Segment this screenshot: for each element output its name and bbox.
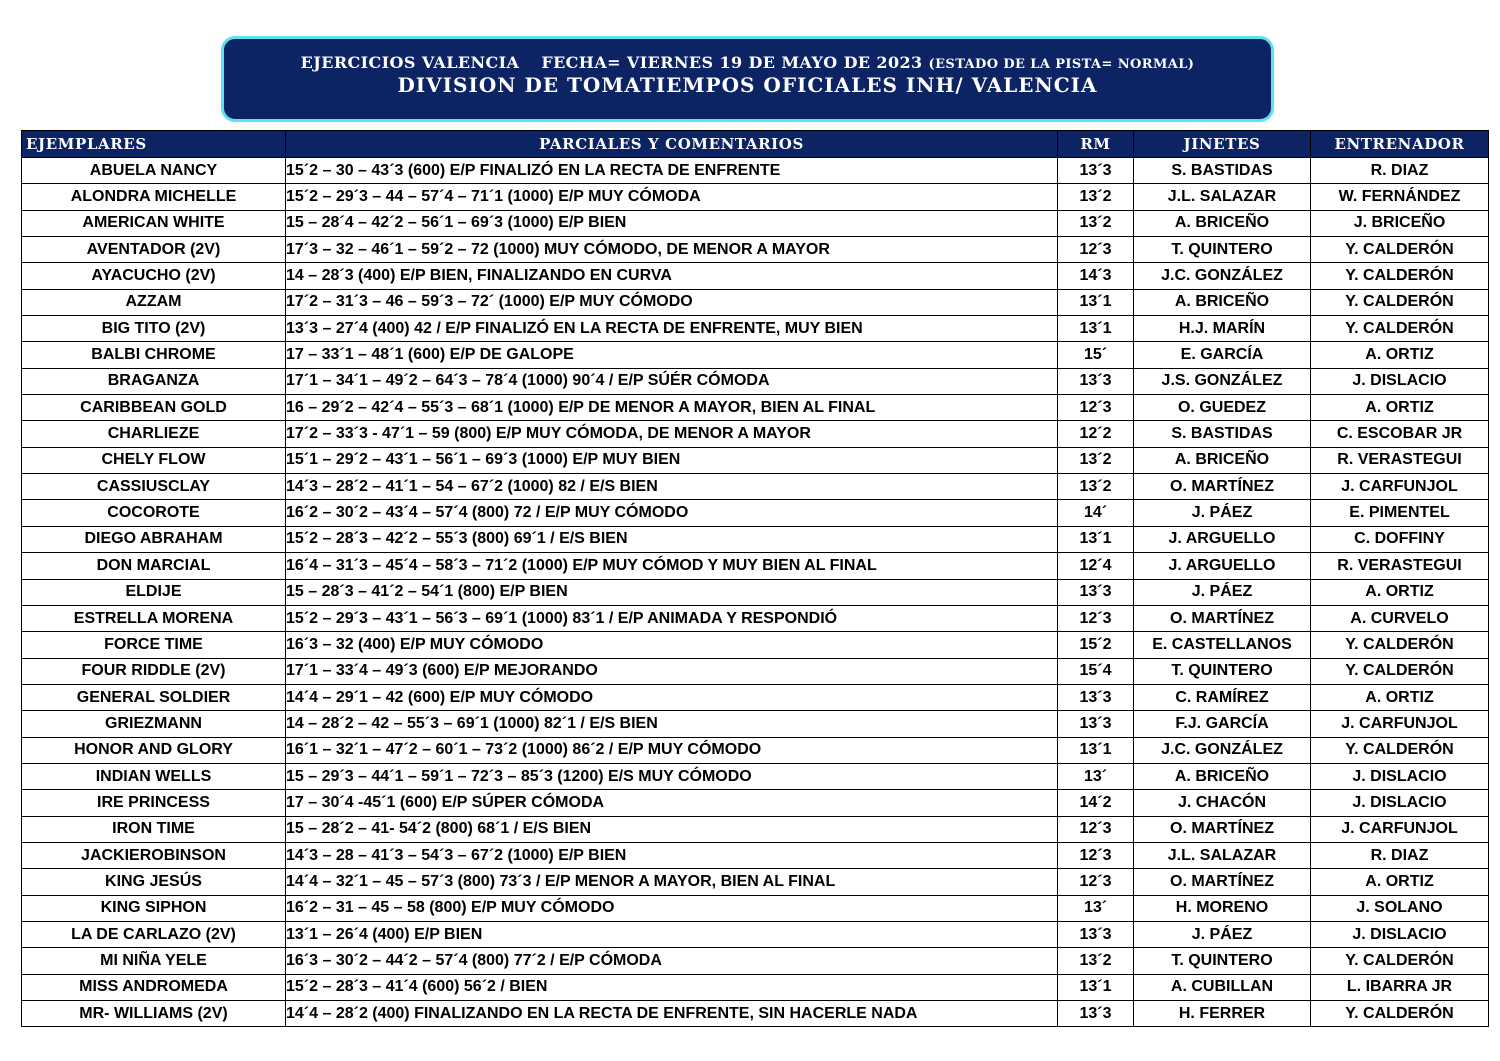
- jockey-cell: J.S. GONZÁLEZ: [1134, 368, 1311, 394]
- jockey-cell: O. MARTÍNEZ: [1134, 605, 1311, 631]
- horse-name-cell: BALBI CHROME: [22, 342, 286, 368]
- splits-comments-cell: 15´2 – 28´3 – 41´4 (600) 56´2 / BIEN: [286, 974, 1058, 1000]
- table-row: [22, 737, 1489, 763]
- trainer-cell: Y. CALDERÓN: [1311, 263, 1489, 289]
- trainer-cell: J. CARFUNJOL: [1311, 474, 1489, 500]
- rm-cell: 13´3: [1058, 1001, 1134, 1027]
- trainer-cell: A. ORTIZ: [1311, 579, 1489, 605]
- table-row: [22, 658, 1489, 684]
- rm-cell: 13´2: [1058, 210, 1134, 236]
- splits-comments-cell: 15´2 – 28´3 – 42´2 – 55´3 (800) 69´1 / E/S BIEN: [286, 526, 1058, 552]
- rm-cell: 13´: [1058, 895, 1134, 921]
- trainer-cell: A. ORTIZ: [1311, 395, 1489, 421]
- table-row: [22, 869, 1489, 895]
- horse-name-cell: CASSIUSCLAY: [22, 474, 286, 500]
- jockey-cell: J. PÁEZ: [1134, 921, 1311, 947]
- trainer-cell: J. DISLACIO: [1311, 368, 1489, 394]
- column-header-rm: RM: [1058, 131, 1134, 158]
- splits-comments-cell: 16´3 – 32 (400) E/P MUY CÓMODO: [286, 632, 1058, 658]
- splits-comments-cell: 14´3 – 28´2 – 41´1 – 54 – 67´2 (1000) 82 / E/S BIEN: [286, 474, 1058, 500]
- splits-comments-cell: 14 – 28´3 (400) E/P BIEN, FINALIZANDO EN CURVA: [286, 263, 1058, 289]
- jockey-cell: E. CASTELLANOS: [1134, 632, 1311, 658]
- table-row: [22, 553, 1489, 579]
- table-row: [22, 763, 1489, 789]
- horse-name-cell: CHARLIEZE: [22, 421, 286, 447]
- trainer-cell: Y. CALDERÓN: [1311, 1001, 1489, 1027]
- table-row: [22, 921, 1489, 947]
- rm-cell: 12´3: [1058, 842, 1134, 868]
- exercises-table: [21, 130, 1489, 1027]
- splits-comments-cell: 17 – 33´1 – 48´1 (600) E/P DE GALOPE: [286, 342, 1058, 368]
- column-header-horses: EJEMPLARES: [22, 131, 286, 158]
- trainer-cell: E. PIMENTEL: [1311, 500, 1489, 526]
- horse-name-cell: GRIEZMANN: [22, 711, 286, 737]
- splits-comments-cell: 16´3 – 30´2 – 44´2 – 57´4 (800) 77´2 / E/P CÓMODA: [286, 948, 1058, 974]
- trainer-cell: J. CARFUNJOL: [1311, 711, 1489, 737]
- splits-comments-cell: 16 – 29´2 – 42´4 – 55´3 – 68´1 (1000) E/P DE MENOR A MAYOR, BIEN AL FINAL: [286, 395, 1058, 421]
- rm-cell: 12´2: [1058, 421, 1134, 447]
- splits-comments-cell: 14 – 28´2 – 42 – 55´3 – 69´1 (1000) 82´1 / E/S BIEN: [286, 711, 1058, 737]
- table-row: [22, 342, 1489, 368]
- splits-comments-cell: 15 – 28´4 – 42´2 – 56´1 – 69´3 (1000) E/P BIEN: [286, 210, 1058, 236]
- rm-cell: 13´3: [1058, 158, 1134, 184]
- trainer-cell: A. ORTIZ: [1311, 869, 1489, 895]
- splits-comments-cell: 15´2 – 29´3 – 44 – 57´4 – 71´1 (1000) E/P MUY CÓMODA: [286, 184, 1058, 210]
- trainer-cell: Y. CALDERÓN: [1311, 316, 1489, 342]
- jockey-cell: J. PÁEZ: [1134, 579, 1311, 605]
- table-row: [22, 1001, 1489, 1027]
- horse-name-cell: FOUR RIDDLE (2V): [22, 658, 286, 684]
- horse-name-cell: JACKIEROBINSON: [22, 842, 286, 868]
- horse-name-cell: AYACUCHO (2V): [22, 263, 286, 289]
- horse-name-cell: AZZAM: [22, 289, 286, 315]
- header-banner: [221, 36, 1274, 122]
- horse-name-cell: GENERAL SOLDIER: [22, 684, 286, 710]
- splits-comments-cell: 13´3 – 27´4 (400) 42 / E/P FINALIZÓ EN LA RECTA DE ENFRENTE, MUY BIEN: [286, 316, 1058, 342]
- jockey-cell: O. MARTÍNEZ: [1134, 869, 1311, 895]
- horse-name-cell: DON MARCIAL: [22, 553, 286, 579]
- table-row: [22, 711, 1489, 737]
- horse-name-cell: KING JESÚS: [22, 869, 286, 895]
- horse-name-cell: FORCE TIME: [22, 632, 286, 658]
- splits-comments-cell: 14´4 – 29´1 – 42 (600) E/P MUY CÓMODO: [286, 684, 1058, 710]
- horse-name-cell: IRON TIME: [22, 816, 286, 842]
- header-line-1: [224, 53, 1271, 72]
- horse-name-cell: CARIBBEAN GOLD: [22, 395, 286, 421]
- table-header-row: [22, 131, 1489, 158]
- splits-comments-cell: 17 – 30´4 -45´1 (600) E/P SÚPER CÓMODA: [286, 790, 1058, 816]
- rm-cell: 14´2: [1058, 790, 1134, 816]
- jockey-cell: T. QUINTERO: [1134, 237, 1311, 263]
- trainer-cell: L. IBARRA JR: [1311, 974, 1489, 1000]
- jockey-cell: S. BASTIDAS: [1134, 158, 1311, 184]
- rm-cell: 13´2: [1058, 447, 1134, 473]
- splits-comments-cell: 16´2 – 30´2 – 43´4 – 57´4 (800) 72 / E/P MUY CÓMODO: [286, 500, 1058, 526]
- table-row: [22, 895, 1489, 921]
- jockey-cell: J. CHACÓN: [1134, 790, 1311, 816]
- splits-comments-cell: 13´1 – 26´4 (400) E/P BIEN: [286, 921, 1058, 947]
- rm-cell: 13´1: [1058, 737, 1134, 763]
- rm-cell: 13´1: [1058, 289, 1134, 315]
- trainer-cell: J. DISLACIO: [1311, 921, 1489, 947]
- table-row: [22, 500, 1489, 526]
- splits-comments-cell: 15 – 29´3 – 44´1 – 59´1 – 72´3 – 85´3 (1200) E/S MUY CÓMODO: [286, 763, 1058, 789]
- jockey-cell: O. MARTÍNEZ: [1134, 474, 1311, 500]
- trainer-cell: C. ESCOBAR JR: [1311, 421, 1489, 447]
- jockey-cell: J. PÁEZ: [1134, 500, 1311, 526]
- horse-name-cell: ELDIJE: [22, 579, 286, 605]
- jockey-cell: A. CUBILLAN: [1134, 974, 1311, 1000]
- table-row: [22, 790, 1489, 816]
- splits-comments-cell: 15 – 28´3 – 41´2 – 54´1 (800) E/P BIEN: [286, 579, 1058, 605]
- jockey-cell: O. GUEDEZ: [1134, 395, 1311, 421]
- horse-name-cell: ALONDRA MICHELLE: [22, 184, 286, 210]
- rm-cell: 15´: [1058, 342, 1134, 368]
- rm-cell: 13´2: [1058, 948, 1134, 974]
- splits-comments-cell: 14´4 – 32´1 – 45 – 57´3 (800) 73´3 / E/P MENOR A MAYOR, BIEN AL FINAL: [286, 869, 1058, 895]
- horse-name-cell: DIEGO ABRAHAM: [22, 526, 286, 552]
- rm-cell: 13´3: [1058, 921, 1134, 947]
- jockey-cell: J.C. GONZÁLEZ: [1134, 737, 1311, 763]
- jockey-cell: J. ARGUELLO: [1134, 553, 1311, 579]
- trainer-cell: W. FERNÁNDEZ: [1311, 184, 1489, 210]
- jockey-cell: T. QUINTERO: [1134, 658, 1311, 684]
- table-row: [22, 263, 1489, 289]
- rm-cell: 12´3: [1058, 869, 1134, 895]
- table-row: [22, 158, 1489, 184]
- table-row: [22, 447, 1489, 473]
- horse-name-cell: BRAGANZA: [22, 368, 286, 394]
- trainer-cell: R. DIAZ: [1311, 158, 1489, 184]
- jockey-cell: J.C. GONZÁLEZ: [1134, 263, 1311, 289]
- rm-cell: 13´2: [1058, 474, 1134, 500]
- table-row: [22, 632, 1489, 658]
- trainer-cell: Y. CALDERÓN: [1311, 658, 1489, 684]
- horse-name-cell: MR- WILLIAMS (2V): [22, 1001, 286, 1027]
- column-header-trainer: ENTRENADOR: [1311, 131, 1489, 158]
- trainer-cell: R. VERASTEGUI: [1311, 447, 1489, 473]
- rm-cell: 12´3: [1058, 605, 1134, 631]
- column-header-jockeys: JINETES: [1134, 131, 1311, 158]
- table-row: [22, 842, 1489, 868]
- trainer-cell: Y. CALDERÓN: [1311, 632, 1489, 658]
- trainer-cell: J. SOLANO: [1311, 895, 1489, 921]
- rm-cell: 15´4: [1058, 658, 1134, 684]
- rm-cell: 13´1: [1058, 526, 1134, 552]
- trainer-cell: A. ORTIZ: [1311, 342, 1489, 368]
- table-row: [22, 579, 1489, 605]
- splits-comments-cell: 17´2 – 31´3 – 46 – 59´3 – 72´ (1000) E/P MUY CÓMODO: [286, 289, 1058, 315]
- trainer-cell: Y. CALDERÓN: [1311, 289, 1489, 315]
- table-row: [22, 316, 1489, 342]
- trainer-cell: R. VERASTEGUI: [1311, 553, 1489, 579]
- trainer-cell: Y. CALDERÓN: [1311, 237, 1489, 263]
- splits-comments-cell: 15´2 – 30 – 43´3 (600) E/P FINALIZÓ EN LA RECTA DE ENFRENTE: [286, 158, 1058, 184]
- jockey-cell: E. GARCÍA: [1134, 342, 1311, 368]
- rm-cell: 13´3: [1058, 579, 1134, 605]
- horse-name-cell: KING SIPHON: [22, 895, 286, 921]
- table-row: [22, 210, 1489, 236]
- trainer-cell: R. DIAZ: [1311, 842, 1489, 868]
- splits-comments-cell: 16´4 – 31´3 – 45´4 – 58´3 – 71´2 (1000) E/P MUY CÓMOD Y MUY BIEN AL FINAL: [286, 553, 1058, 579]
- table-row: [22, 605, 1489, 631]
- jockey-cell: A. BRICEÑO: [1134, 763, 1311, 789]
- jockey-cell: A. BRICEÑO: [1134, 210, 1311, 236]
- jockey-cell: J.L. SALAZAR: [1134, 184, 1311, 210]
- jockey-cell: F.J. GARCÍA: [1134, 711, 1311, 737]
- horse-name-cell: AVENTADOR (2V): [22, 237, 286, 263]
- horse-name-cell: HONOR AND GLORY: [22, 737, 286, 763]
- rm-cell: 13´3: [1058, 711, 1134, 737]
- rm-cell: 13´3: [1058, 368, 1134, 394]
- rm-cell: 14´: [1058, 500, 1134, 526]
- horse-name-cell: LA DE CARLAZO (2V): [22, 921, 286, 947]
- rm-cell: 13´1: [1058, 316, 1134, 342]
- trainer-cell: J. BRICEÑO: [1311, 210, 1489, 236]
- splits-comments-cell: 17´1 – 34´1 – 49´2 – 64´3 – 78´4 (1000) 90´4 / E/P SÚÉR CÓMODA: [286, 368, 1058, 394]
- horse-name-cell: COCOROTE: [22, 500, 286, 526]
- jockey-cell: S. BASTIDAS: [1134, 421, 1311, 447]
- splits-comments-cell: 16´1 – 32´1 – 47´2 – 60´1 – 73´2 (1000) 86´2 / E/P MUY CÓMODO: [286, 737, 1058, 763]
- table-row: [22, 974, 1489, 1000]
- trainer-cell: C. DOFFINY: [1311, 526, 1489, 552]
- horse-name-cell: MI NIÑA YELE: [22, 948, 286, 974]
- trainer-cell: J. DISLACIO: [1311, 763, 1489, 789]
- table-row: [22, 368, 1489, 394]
- rm-cell: 12´3: [1058, 816, 1134, 842]
- jockey-cell: C. RAMÍREZ: [1134, 684, 1311, 710]
- trainer-cell: Y. CALDERÓN: [1311, 948, 1489, 974]
- jockey-cell: J.L. SALAZAR: [1134, 842, 1311, 868]
- table-body: [22, 158, 1489, 1027]
- header-title: EJERCICIOS VALENCIA: [300, 53, 520, 72]
- jockey-cell: H. MORENO: [1134, 895, 1311, 921]
- horse-name-cell: BIG TITO (2V): [22, 316, 286, 342]
- jockey-cell: T. QUINTERO: [1134, 948, 1311, 974]
- splits-comments-cell: 15 – 28´2 – 41- 54´2 (800) 68´1 / E/S BIEN: [286, 816, 1058, 842]
- jockey-cell: A. BRICEÑO: [1134, 289, 1311, 315]
- rm-cell: 13´: [1058, 763, 1134, 789]
- splits-comments-cell: 14´4 – 28´2 (400) FINALIZANDO EN LA RECTA DE ENFRENTE, SIN HACERLE NADA: [286, 1001, 1058, 1027]
- rm-cell: 12´3: [1058, 237, 1134, 263]
- horse-name-cell: MISS ANDROMEDA: [22, 974, 286, 1000]
- trainer-cell: J. CARFUNJOL: [1311, 816, 1489, 842]
- rm-cell: 15´2: [1058, 632, 1134, 658]
- horse-name-cell: IRE PRINCESS: [22, 790, 286, 816]
- horse-name-cell: AMERICAN WHITE: [22, 210, 286, 236]
- trainer-cell: Y. CALDERÓN: [1311, 737, 1489, 763]
- trainer-cell: A. ORTIZ: [1311, 684, 1489, 710]
- rm-cell: 12´4: [1058, 553, 1134, 579]
- header-division: DIVISION DE TOMATIEMPOS OFICIALES INH/ VALENCIA: [397, 73, 1098, 97]
- header-track-status: (ESTADO DE LA PISTA= NORMAL): [928, 57, 1195, 72]
- splits-comments-cell: 15´1 – 29´2 – 43´1 – 56´1 – 69´3 (1000) E/P MUY BIEN: [286, 447, 1058, 473]
- splits-comments-cell: 14´3 – 28 – 41´3 – 54´3 – 67´2 (1000) E/P BIEN: [286, 842, 1058, 868]
- table-row: [22, 684, 1489, 710]
- table-row: [22, 395, 1489, 421]
- splits-comments-cell: 17´2 – 33´3 - 47´1 – 59 (800) E/P MUY CÓMODA, DE MENOR A MAYOR: [286, 421, 1058, 447]
- horse-name-cell: INDIAN WELLS: [22, 763, 286, 789]
- horse-name-cell: ESTRELLA MORENA: [22, 605, 286, 631]
- horse-name-cell: CHELY FLOW: [22, 447, 286, 473]
- table-row: [22, 816, 1489, 842]
- splits-comments-cell: 15´2 – 29´3 – 43´1 – 56´3 – 69´1 (1000) 83´1 / E/P ANIMADA Y RESPONDIÓ: [286, 605, 1058, 631]
- rm-cell: 13´1: [1058, 974, 1134, 1000]
- rm-cell: 13´2: [1058, 184, 1134, 210]
- splits-comments-cell: 17´1 – 33´4 – 49´3 (600) E/P MEJORANDO: [286, 658, 1058, 684]
- rm-cell: 14´3: [1058, 263, 1134, 289]
- splits-comments-cell: 16´2 – 31 – 45 – 58 (800) E/P MUY CÓMODO: [286, 895, 1058, 921]
- table-row: [22, 421, 1489, 447]
- table-row: [22, 289, 1489, 315]
- rm-cell: 12´3: [1058, 395, 1134, 421]
- horse-name-cell: ABUELA NANCY: [22, 158, 286, 184]
- jockey-cell: H. FERRER: [1134, 1001, 1311, 1027]
- table-row: [22, 474, 1489, 500]
- table-row: [22, 184, 1489, 210]
- table-row: [22, 526, 1489, 552]
- jockey-cell: J. ARGUELLO: [1134, 526, 1311, 552]
- column-header-notes: PARCIALES Y COMENTARIOS: [286, 131, 1058, 158]
- trainer-cell: A. CURVELO: [1311, 605, 1489, 631]
- header-date: FECHA= VIERNES 19 DE MAYO DE 2023: [541, 53, 923, 72]
- jockey-cell: H.J. MARÍN: [1134, 316, 1311, 342]
- jockey-cell: O. MARTÍNEZ: [1134, 816, 1311, 842]
- table-row: [22, 237, 1489, 263]
- table-row: [22, 948, 1489, 974]
- trainer-cell: J. DISLACIO: [1311, 790, 1489, 816]
- splits-comments-cell: 17´3 – 32 – 46´1 – 59´2 – 72 (1000) MUY CÓMODO, DE MENOR A MAYOR: [286, 237, 1058, 263]
- rm-cell: 13´3: [1058, 684, 1134, 710]
- jockey-cell: A. BRICEÑO: [1134, 447, 1311, 473]
